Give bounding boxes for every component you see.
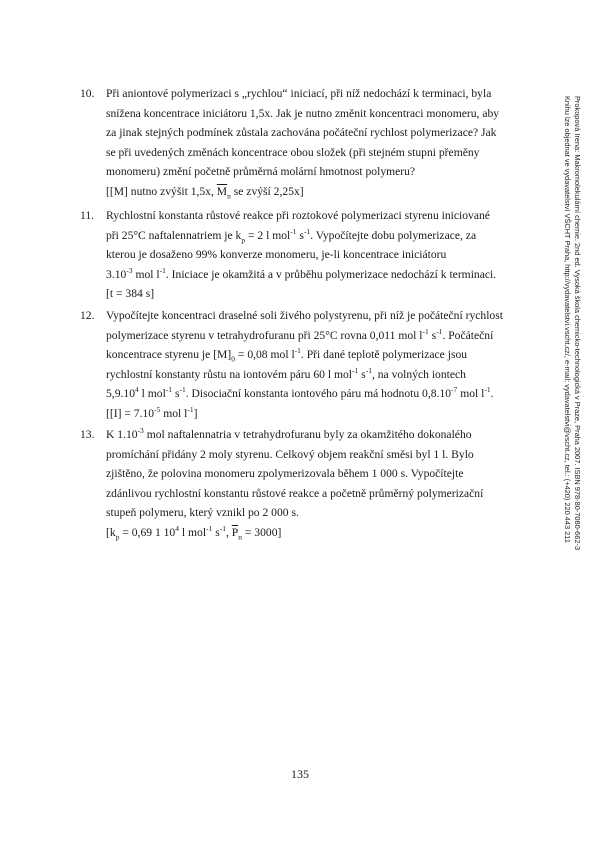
problem-text-line: stupeň polymeru, který vznikl po 2 000 s.: [106, 506, 299, 520]
answer: [t = 384 s]: [106, 287, 155, 301]
problem-11: [80, 206, 520, 304]
side-citation: [552, 96, 582, 706]
answer: [[M] nutno zvýšit 1,5x, $\overline{M}_n$ se zvýší 2,25x]: [106, 184, 304, 201]
problem-text-line: monomeru) změní početně průměrná molární hmotnost polymeru?: [106, 165, 416, 179]
problem-number: 11.: [80, 209, 95, 222]
problem-number: 10.: [80, 87, 95, 100]
problem-text-line: koncentrace styrenu je $[M]_0 = 0,08$ mol $l^{-1}$. Při dané teplotě polymerizace jsou: [106, 346, 468, 364]
problem-text-line: Rychlostní konstanta růstové reakce při roztokové polymerizaci styrenu iniciované: [106, 209, 490, 222]
problem-text-line: Při aniontové polymerizaci s „rychlou“ iniciací, při níž nedochází k terminaci, byla: [106, 87, 492, 100]
problem-text-line: kterou je dosaženo 99% konverze monomeru, je-li koncentrace iniciátoru: [106, 248, 447, 262]
problem-text-line: snížena koncentrace iniciátoru 1,5x. Jak je nutno změnit koncentraci monomeru, aby: [106, 106, 500, 120]
answer: [$k_p = 0,69$ 1 $10^4$ l mol$^{-1}$ $s^{-1}$, $\overline{P}_n = 3000$]: [106, 524, 282, 542]
problem-text-line: při 25°C naftalennatriem je $k_p = 2$ l mol$^{-1}$ $s^{-1}$. Vypočítejte dobu polymerizace, za: [106, 226, 477, 244]
problem-10: [80, 84, 520, 202]
page-number: 135: [291, 767, 309, 781]
problem-13: [80, 425, 520, 543]
problem-text-line: zjištěno, že polovina monomeru zpolymerizovala během 1 000 s. Vypočítejte: [106, 467, 464, 481]
problem-text-line: K $1.10^{-3}$ mol naftalennatria v tetrahydrofuranu byly za okamžitého dokonalého: [106, 426, 472, 441]
answer: [$[I] = 7.10^{-5}$ mol $l^{-1}$]: [106, 405, 198, 420]
problem-text-line: Vypočítejte koncentraci draselné soli živého polystyrenu, při níž je počáteční rychlost: [106, 309, 503, 322]
problem-text-line: polymerizace styrenu v tetrahydrofuranu při 25°C rovna 0,011 mol $l^{-1}$ $s^{-1}$. Počáteční: [106, 326, 494, 342]
citation-line: Knihu lze objednat ve vydavatelství VŠCHT Praha, http://vydavatelstvi.vscht.cz/, e-mail: vydavatelstvi@vscht.cz, tel.: (+420) 220 443 211: [563, 96, 572, 543]
problem-text-line: rychlostní konstanty růstu na iontovém páru 60 l mol$^{-1}$ $s^{-1}$, na volných iontech: [106, 365, 466, 381]
problem-text-line: 5,9.10$^4$ l mol$^{-1}$ $s^{-1}$. Disociační konstanta iontového páru má hodnotu $0,8.10^{-7}$ mol $l^{-1}$.: [106, 385, 494, 401]
problem-number: 12.: [80, 309, 95, 322]
problem-number: 13.: [80, 428, 95, 441]
problem-text-line: za jinak stejných podmínek zůstala zachována počáteční rychlost polymerizace? Jak: [106, 126, 497, 140]
problem-text-line: se při uvedených změnách koncentrace obou složek (při stejném stupni přeměny: [106, 145, 480, 159]
problem-text-line: zdánlivou rychlostní konstantu růstové reakce a početně průměrný polymerizační: [106, 486, 484, 500]
problem-text-line: promíchání přidány 2 moly styrenu. Celkový objem reakční směsi byl 1 l. Bylo: [106, 447, 474, 461]
problem-text-line: $3.10^{-3}$ mol $l^{-1}$. Iniciace je okamžitá a v průběhu polymerizace nedochází k terminaci.: [106, 265, 497, 281]
citation-line: Prokopová Irena: Makromolekulární chemie. 2nd ed. Vysoká škola chemicko-technologická v Praze, Praha 2007. ISBN 978-80-7080-662-3: [573, 96, 582, 551]
problem-12: [80, 306, 520, 424]
